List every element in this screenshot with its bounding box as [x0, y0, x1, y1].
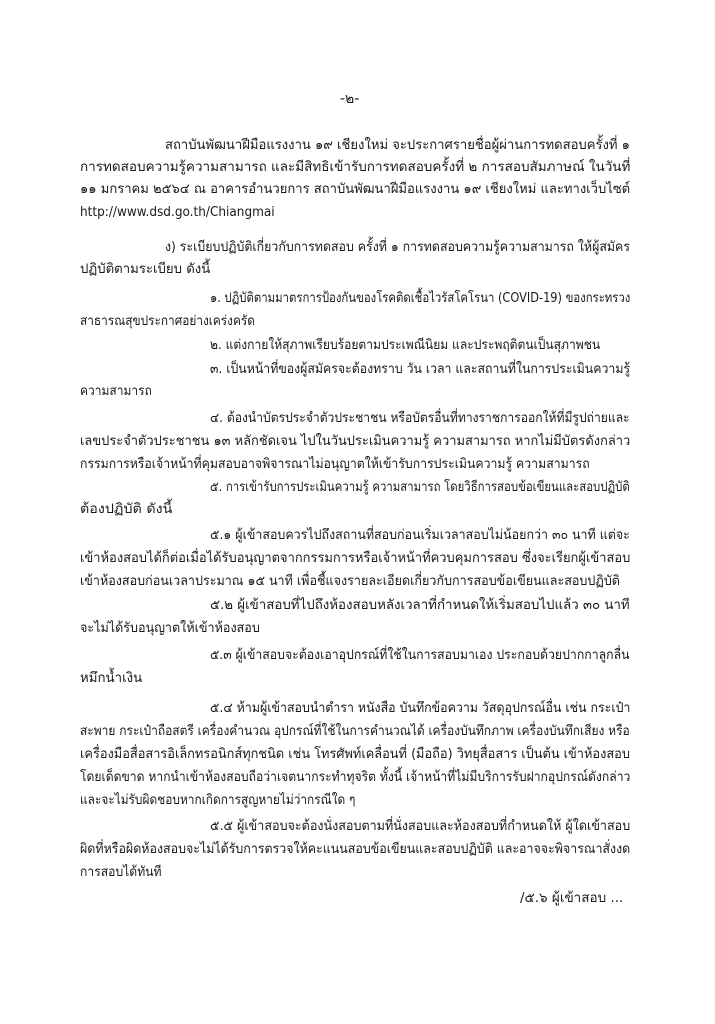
text-line: ๔. ต้องนำบัตรประจำตัวประชาชน หรือบัตรอื่นที่ทางราชการออกให้ที่มีรูปถ่ายและ [210, 410, 630, 426]
text-line: ผิดที่หรือผิดห้องสอบจะไม่ได้รับการตรวจให้คะแนนสอบข้อเขียนและสอบปฏิบัติ และอาจจะพิจารณาสั่งงด [80, 841, 631, 857]
text-line: ๕.๑ ผู้เข้าสอบควรไปถึงสถานที่สอบก่อนเริ่มเวลาสอบไม่น้อยกว่า ๓๐ นาที แต่จะ [210, 527, 630, 543]
text-line: ความสามารถ [80, 383, 152, 399]
text-line: ๕.๕ ผู้เข้าสอบจะต้องนั่งสอบตามที่นั่งสอบและห้องสอบที่กำหนดให้ ผู้ใดเข้าสอบ [210, 818, 631, 834]
text-line: ๒. แต่งกายให้สุภาพเรียบร้อยตามประเพณีนิยม และประพฤติตนเป็นสุภาพชน [210, 337, 601, 353]
text-line: กรรมการหรือเจ้าหน้าที่คุมสอบอาจพิจารณาไม่อนุญาตให้เข้ารับการประเมินความรู้ ความสามารถ [80, 456, 590, 472]
text-line: และจะไม่รับผิดชอบหากเกิดการสูญหายไม่ว่ากรณีใด ๆ [80, 792, 356, 808]
text-line: จะไม่ได้รับอนุญาตให้เข้าห้องสอบ [80, 620, 260, 636]
text-line: ๕.๔ ห้ามผู้เข้าสอบนำตำรา หนังสือ บันทึกข้อความ วัสดุอุปกรณ์อื่น เช่น กระเป๋า [210, 700, 631, 716]
text-line: http://www.dsd.go.th/Chiangmai [80, 204, 275, 220]
text-line: การสอบได้ทันที [80, 864, 162, 880]
text-line: สะพาย กระเป๋าถือสตรี เครื่องคำนวณ อุปกรณ์ที่ใช้ในการคำนวณได้ เครื่องบันทึกภาพ เครื่องบันทึกเสียง หรือ [80, 723, 630, 739]
text-line: สาธารณสุขประกาศอย่างเคร่งครัด [80, 313, 256, 329]
text-line: ๑๑ มกราคม ๒๕๖๔ ณ อาคารอำนวยการ สถาบันพัฒนาฝีมือแรงงาน ๑๙ เชียงใหม่ และทางเว็บไซต์ [80, 181, 631, 197]
text-line: การทดสอบความรู้ความสามารถ และมีสิทธิเข้ารับการทดสอบครั้งที่ ๒ การสอบสัมภาษณ์ ในวันที่ [80, 159, 631, 175]
text-line: โดยเด็ดขาด หากนำเข้าห้องสอบถือว่าเจตนากระทำทุจริต ทั้งนี้ เจ้าหน้าที่ไม่มีบริการรับฝากอุปกรณ์ดังกล่าว [80, 769, 631, 785]
text-line: ง) ระเบียบปฏิบัติเกี่ยวกับการทดสอบ ครั้งที่ ๑ การทดสอบความรู้ความสามารถ ให้ผู้สมัคร [165, 239, 630, 255]
text-line: เข้าห้องสอบได้ก็ต่อเมื่อได้รับอนุญาตจากกรรมการหรือเจ้าหน้าที่ควบคุมการสอบ ซึ่งจะเรียกผู้เข้าสอบ [80, 550, 631, 566]
text-line: หมึกน้ำเงิน [80, 670, 143, 686]
text-line: สถาบันพัฒนาฝีมือแรงงาน ๑๙ เชียงใหม่ จะประกาศรายชื่อผู้ผ่านการทดสอบครั้งที่ ๑ [165, 137, 630, 153]
text-line: ๑. ปฏิบัติตามมาตรการป้องกันของโรคติดเชื้อไวรัสโคโรนา (COVID-19) ของกระทรวง [210, 290, 631, 306]
text-line: เครื่องมือสื่อสารอิเล็กทรอนิกส์ทุกชนิด เช่น โทรศัพท์เคลื่อนที่ (มือถือ) วิทยุสื่อสาร เป็นต้น เข้าห้องสอบ [80, 746, 630, 762]
text-line: เลขประจำตัวประชาชน ๑๓ หลักชัดเจน ไปในวันประเมินความรู้ ความสามารถ หากไม่มีบัตรดังกล่าว [80, 433, 631, 449]
text-line: เข้าห้องสอบก่อนเวลาประมาณ ๑๕ นาที เพื่อชี้แจงรายละเอียดเกี่ยวกับการสอบข้อเขียนและสอบปฏิบัติ [80, 573, 620, 589]
text-line: ต้องปฏิบัติ ดังนี้ [80, 501, 173, 517]
text-line: ๕.๓ ผู้เข้าสอบจะต้องเอาอุปกรณ์ที่ใช้ในการสอบมาเอง ประกอบด้วยปากกาลูกลื่น [210, 647, 630, 663]
page-number: -๒- [340, 91, 360, 107]
text-line: ๕.๒ ผู้เข้าสอบที่ไปถึงห้องสอบหลังเวลาที่กำหนดให้เริ่มสอบไปแล้ว ๓๐ นาที [210, 597, 630, 613]
text-line: ปฏิบัติตามระเบียบ ดังนี้ [80, 261, 211, 277]
text-line: ๕. การเข้ารับการประเมินความรู้ ความสามารถ โดยวิธีการสอบข้อเขียนและสอบปฏิบัติ [210, 479, 630, 495]
text-line: ๓. เป็นหน้าที่ของผู้สมัครจะต้องทราบ วัน เวลา และสถานที่ในการประเมินความรู้ [210, 361, 631, 377]
continuation-footer: /๕.๖ ผู้เข้าสอบ ... [520, 890, 624, 906]
